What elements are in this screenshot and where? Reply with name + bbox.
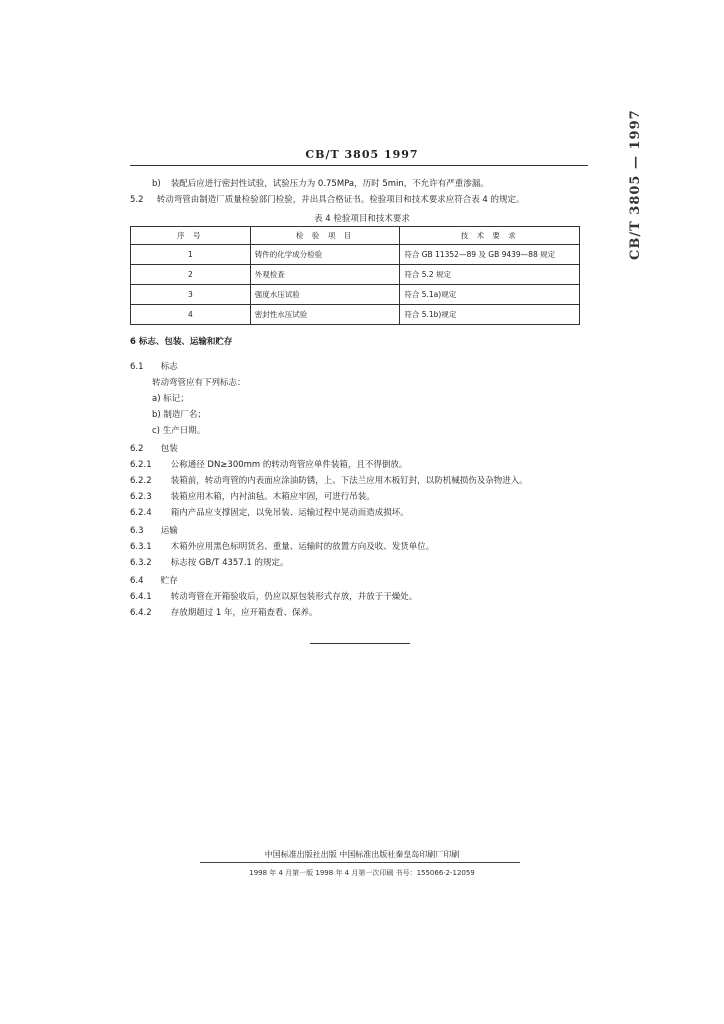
clause-5-2 bbox=[130, 194, 525, 206]
clause-number: 6.2.4 bbox=[130, 508, 152, 518]
marking-item: b) 制造厂名； bbox=[152, 410, 206, 420]
clause-6-2-2 bbox=[130, 475, 528, 487]
table-row bbox=[131, 305, 580, 325]
section-6-heading: 6 标志、包装、运输和贮存 bbox=[130, 337, 233, 347]
row-requirement: 符合 5.2 规定 bbox=[400, 265, 580, 285]
row-number: 4 bbox=[131, 305, 251, 325]
publisher-rule bbox=[200, 862, 520, 863]
clause-text: 转动弯管由制造厂质量检验部门检验，并出具合格证书。检验项目和技术要求应符合表 4 的规定。 bbox=[156, 195, 525, 205]
table-header-row bbox=[131, 227, 580, 245]
marking-item: c) 生产日期。 bbox=[152, 426, 206, 436]
clause-title: 标志 bbox=[160, 362, 178, 372]
clause-6-3-2 bbox=[130, 557, 289, 569]
marking-intro: 转动弯管应有下列标志： bbox=[152, 378, 246, 388]
row-requirement: 符合 5.1a)规定 bbox=[400, 285, 580, 305]
clause-6-2-3 bbox=[130, 491, 375, 503]
clause-text: 公称通径 DN≥300mm 的转动弯管应单件装箱，且不得倒放。 bbox=[170, 460, 408, 470]
standard-code-side: CB/T 3805 — 1997 bbox=[628, 109, 643, 260]
clause-6-2 bbox=[130, 443, 178, 455]
clause-title: 贮存 bbox=[160, 576, 178, 586]
item-number: b) bbox=[152, 179, 161, 189]
column-header-number: 序 号 bbox=[131, 227, 251, 245]
publisher-line: 中国标准出版社出版 中国标准出版社秦皇岛印刷厂印刷 bbox=[264, 850, 460, 859]
clause-number: 6.2.1 bbox=[130, 460, 152, 470]
clause-number: 6.3 bbox=[130, 526, 144, 536]
clause-text: 装箱应用木箱，内衬油毡。木箱应牢固，可进行吊装。 bbox=[170, 492, 375, 502]
column-header-item: 检 验 项 目 bbox=[250, 227, 400, 245]
clause-number: 6.4.2 bbox=[130, 608, 152, 618]
table-row bbox=[131, 285, 580, 305]
marking-item: a) 标记； bbox=[152, 394, 189, 404]
clause-6-3 bbox=[130, 525, 178, 537]
clause-6-4-2 bbox=[130, 607, 318, 619]
clause-number: 6.3.1 bbox=[130, 542, 152, 552]
row-requirement: 符合 5.1b)规定 bbox=[400, 305, 580, 325]
clause-number: 6.4 bbox=[130, 576, 144, 586]
table-row bbox=[131, 245, 580, 265]
clause-text: 标志按 GB/T 4357.1 的规定。 bbox=[170, 558, 289, 568]
row-item: 外观检查 bbox=[250, 265, 400, 285]
column-header-requirement: 技 术 要 求 bbox=[400, 227, 580, 245]
clause-title: 包装 bbox=[160, 444, 178, 454]
clause-number: 6.1 bbox=[130, 362, 144, 372]
clause-text: 装箱前，转动弯管的内表面应涂油防锈，上、下法兰应用木板钉封，以防机械损伤及杂物进入。 bbox=[170, 476, 528, 486]
table-row bbox=[131, 265, 580, 285]
row-number: 1 bbox=[131, 245, 251, 265]
table-caption: 表 4 检验项目和技术要求 bbox=[314, 214, 410, 224]
clause-6-1 bbox=[130, 361, 178, 373]
row-item: 密封性水压试验 bbox=[250, 305, 400, 325]
header-rule bbox=[130, 165, 588, 166]
clause-title: 运输 bbox=[160, 526, 178, 536]
clause-6-2-1 bbox=[130, 459, 407, 471]
clause-text: 存放期超过 1 年，应开箱查看、保养。 bbox=[170, 608, 318, 618]
clause-6-3-1 bbox=[130, 541, 434, 553]
row-requirement: 符合 GB 11352—89 及 GB 9439—88 规定 bbox=[400, 245, 580, 265]
clause-number: 6.3.2 bbox=[130, 558, 152, 568]
clause-text: 箱内产品应支撑固定，以免吊装、运输过程中晃动而造成损坏。 bbox=[170, 508, 409, 518]
clause-6-4 bbox=[130, 575, 178, 587]
clause-text: 转动弯管在开箱验收后，仍应以原包装形式存放，并放于干燥处。 bbox=[170, 592, 418, 602]
clause-text: 木箱外应用黑色标明货名、重量、运输时的放置方向及收、发货单位。 bbox=[170, 542, 435, 552]
row-item: 铸件的化学成分检验 bbox=[250, 245, 400, 265]
clause-number: 5.2 bbox=[130, 195, 144, 205]
row-number: 3 bbox=[131, 285, 251, 305]
print-info-line: 1998 年 4 月第一版 1998 年 4 月第一次印刷 书号：155066·2-12059 bbox=[249, 869, 475, 877]
clause-6-4-1 bbox=[130, 591, 417, 603]
standard-code-header: CB/T 3805 1997 bbox=[305, 148, 419, 161]
clause-number: 6.2.3 bbox=[130, 492, 152, 502]
clause-number: 6.2 bbox=[130, 444, 144, 454]
clause-number: 6.4.1 bbox=[130, 592, 152, 602]
item-5-1-b bbox=[152, 178, 489, 190]
item-text: 装配后应进行密封性试验，试验压力为 0.75MPa，历时 5min，不允许有严重渗漏。 bbox=[170, 179, 489, 189]
row-number: 2 bbox=[131, 265, 251, 285]
inspection-table bbox=[130, 226, 580, 325]
clause-number: 6.2.2 bbox=[130, 476, 152, 486]
row-item: 强度水压试验 bbox=[250, 285, 400, 305]
clause-6-2-4 bbox=[130, 507, 409, 519]
end-rule bbox=[310, 643, 410, 644]
